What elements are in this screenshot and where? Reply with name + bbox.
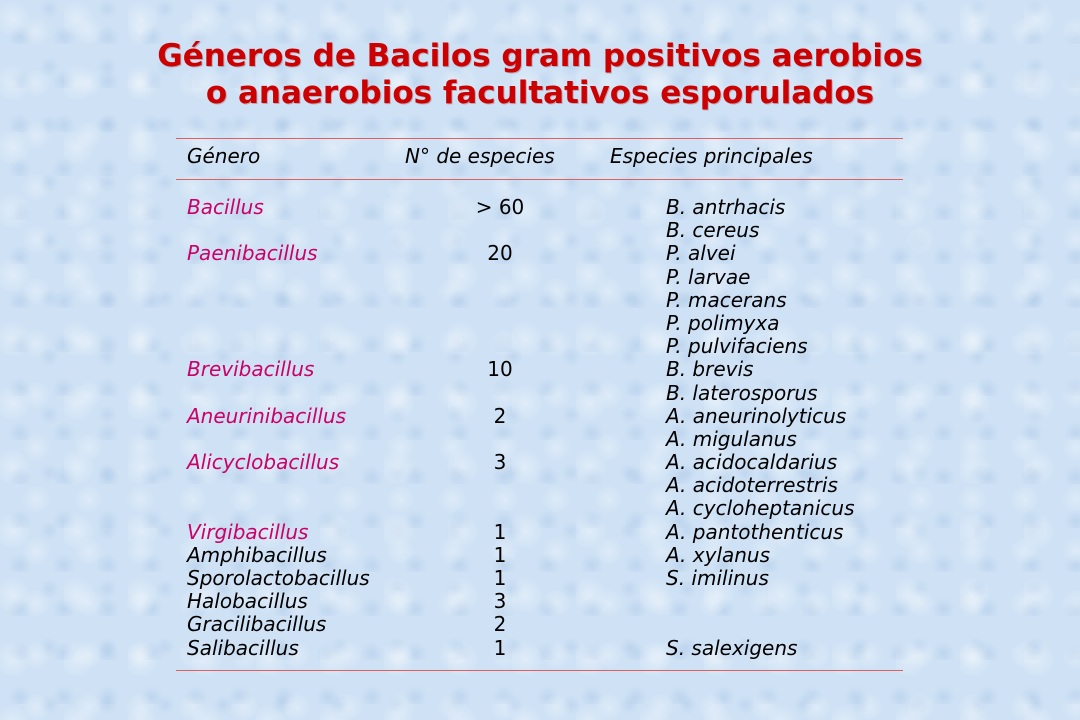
table-row xyxy=(0,266,1080,289)
species-cell: P. polimyxa xyxy=(666,310,780,335)
species-cell: S. salexigens xyxy=(666,635,798,660)
table-row xyxy=(0,567,1080,590)
genus-cell: Brevibacillus xyxy=(187,357,315,382)
slide-title-line-2: o anaerobios facultativos esporulados xyxy=(205,75,875,111)
genus-cell: Alicyclobacillus xyxy=(187,450,340,475)
table-row xyxy=(0,474,1080,497)
species-count-cell: > 60 xyxy=(475,195,525,219)
genus-cell: Aneurinibacillus xyxy=(187,403,347,428)
species-count-cell: 1 xyxy=(493,635,507,660)
table-row xyxy=(0,196,1080,219)
table-row xyxy=(0,405,1080,428)
genus-cell: Sporolactobacillus xyxy=(187,566,370,590)
species-cell: P. macerans xyxy=(666,287,787,312)
genus-cell: Salibacillus xyxy=(187,635,299,660)
table-top-rule xyxy=(176,138,903,139)
species-count-cell: 10 xyxy=(487,357,513,382)
species-cell: A. cycloheptanicus xyxy=(666,496,855,521)
table-header-rule xyxy=(176,179,903,180)
genus-cell: Paenibacillus xyxy=(187,241,318,266)
table-row xyxy=(0,497,1080,520)
table-row xyxy=(0,521,1080,544)
table-row xyxy=(0,451,1080,474)
species-cell: A. migulanus xyxy=(666,426,797,451)
species-cell: A. acidocaldarius xyxy=(666,450,838,475)
species-count-cell: 1 xyxy=(493,566,507,590)
species-cell: B. laterosporus xyxy=(666,380,818,405)
header-species-count: N° de especies xyxy=(405,144,555,168)
table-row xyxy=(0,382,1080,405)
table-row xyxy=(0,219,1080,242)
genus-cell: Bacillus xyxy=(187,195,264,219)
species-count-cell: 3 xyxy=(493,450,507,475)
table-row xyxy=(0,242,1080,265)
slide-title-line-1: Géneros de Bacilos gram positivos aerobios xyxy=(157,38,923,74)
species-count-cell: 20 xyxy=(487,241,513,266)
species-count-cell: 1 xyxy=(493,542,507,567)
species-cell: P. pulvifaciens xyxy=(666,334,808,359)
header-main-species: Especies principales xyxy=(610,144,813,168)
table-row xyxy=(0,613,1080,636)
species-cell: P. alvei xyxy=(666,241,736,266)
species-cell: S. imilinus xyxy=(666,566,769,590)
genus-cell: Amphibacillus xyxy=(187,542,327,567)
header-genus: Género xyxy=(187,144,261,168)
species-cell: P. larvae xyxy=(666,264,751,289)
genus-cell: Gracilibacillus xyxy=(187,612,327,637)
table-row xyxy=(0,358,1080,381)
species-cell: A. acidoterrestris xyxy=(666,473,838,498)
genus-cell: Virgibacillus xyxy=(187,519,309,544)
table-row xyxy=(0,428,1080,451)
species-count-cell: 2 xyxy=(493,403,507,428)
table-row xyxy=(0,590,1080,613)
table-row xyxy=(0,312,1080,335)
species-cell: B. cereus xyxy=(666,218,760,243)
species-cell: A. pantothenticus xyxy=(666,519,844,544)
genus-cell: Halobacillus xyxy=(187,589,308,614)
table-row xyxy=(0,637,1080,660)
table-bottom-rule xyxy=(176,670,903,671)
table-row xyxy=(0,335,1080,358)
table-body xyxy=(0,196,1080,660)
species-cell: A. xylanus xyxy=(666,542,771,567)
species-count-cell: 2 xyxy=(493,612,507,637)
slide-title xyxy=(0,38,1080,112)
table-row xyxy=(0,544,1080,567)
species-cell: B. brevis xyxy=(666,357,754,382)
species-cell: A. aneurinolyticus xyxy=(666,403,847,428)
species-count-cell: 3 xyxy=(493,589,507,614)
species-cell: B. antrhacis xyxy=(666,195,786,219)
table-row xyxy=(0,289,1080,312)
species-count-cell: 1 xyxy=(493,519,507,544)
